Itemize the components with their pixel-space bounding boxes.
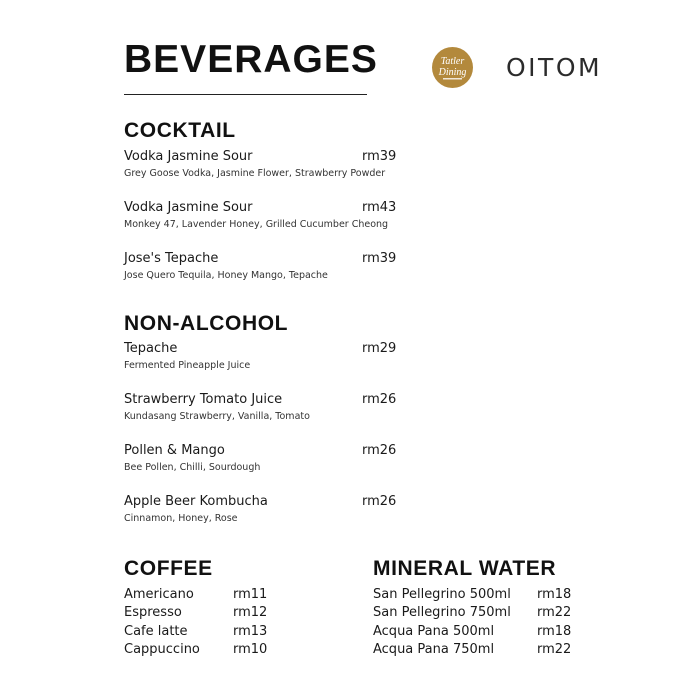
item-price: rm39	[362, 149, 397, 164]
item-price: rm26	[362, 494, 397, 509]
list-item	[124, 641, 267, 660]
item-price: rm39	[362, 251, 397, 266]
svg-text:Tatler: Tatler	[440, 56, 465, 67]
menu-item	[124, 341, 396, 371]
item-price: rm43	[362, 200, 397, 215]
section-heading-cocktail: COCKTAIL	[124, 119, 236, 142]
item-name: Espresso	[124, 605, 182, 621]
item-name: Vodka Jasmine Sour	[124, 200, 253, 215]
item-price: rm22	[537, 642, 572, 658]
item-name: Americano	[124, 586, 194, 602]
item-price: rm13	[233, 623, 268, 639]
item-price: rm26	[362, 392, 397, 407]
item-name: Vodka Jasmine Sour	[124, 149, 253, 164]
item-name: Pollen & Mango	[124, 443, 225, 458]
list-item	[124, 585, 267, 604]
item-name: Acqua Pana 750ml	[373, 642, 495, 658]
coffee-list	[124, 585, 267, 659]
item-name: Strawberry Tomato Juice	[124, 392, 283, 407]
menu-item	[124, 200, 396, 230]
list-item	[373, 585, 571, 604]
item-price: rm11	[233, 586, 268, 602]
item-description: Jose Quero Tequila, Honey Mango, Tepache	[124, 270, 328, 281]
item-description: Bee Pollen, Chilli, Sourdough	[124, 462, 261, 473]
item-name: Jose's Tepache	[124, 251, 219, 266]
item-price: rm26	[362, 443, 397, 458]
item-price: rm18	[537, 623, 572, 639]
item-name: Acqua Pana 500ml	[373, 623, 495, 639]
list-item	[124, 622, 267, 641]
section-heading-non-alcohol: NON-ALCOHOL	[124, 312, 289, 335]
item-name: Apple Beer Kombucha	[124, 494, 268, 509]
menu-item	[124, 149, 396, 179]
item-name: Cafe latte	[124, 623, 188, 639]
item-price: rm22	[537, 605, 572, 621]
menu-item	[124, 251, 396, 281]
item-price: rm12	[233, 605, 268, 621]
item-name: San Pellegrino 500ml	[373, 586, 511, 602]
section-heading-mineral-water: MINERAL WATER	[373, 557, 557, 580]
item-description: Monkey 47, Lavender Honey, Grilled Cucumber Cheong	[124, 219, 389, 230]
item-price: rm29	[362, 341, 397, 356]
restaurant-name: OITOM	[506, 53, 603, 82]
item-name: Cappuccino	[124, 642, 200, 658]
item-description: Cinnamon, Honey, Rose	[124, 513, 238, 524]
item-description: Fermented Pineapple Juice	[124, 360, 251, 371]
menu-item	[124, 392, 396, 422]
list-item	[373, 604, 571, 623]
item-price: rm18	[537, 586, 572, 602]
menu-item	[124, 494, 396, 524]
mineral-water-list	[373, 585, 571, 659]
svg-text:Dining: Dining	[438, 67, 467, 78]
section-heading-coffee: COFFEE	[124, 557, 213, 580]
page-title: BEVERAGES	[124, 38, 378, 81]
item-description: Grey Goose Vodka, Jasmine Flower, Strawberry Powder	[124, 168, 386, 179]
list-item	[124, 604, 267, 623]
item-name: San Pellegrino 750ml	[373, 605, 511, 621]
menu-item	[124, 443, 396, 473]
title-underline	[124, 94, 367, 95]
tatler-dining-logo	[432, 47, 473, 88]
item-description: Kundasang Strawberry, Vanilla, Tomato	[124, 411, 310, 422]
list-item	[373, 622, 571, 641]
list-item	[373, 641, 571, 660]
item-name: Tepache	[124, 341, 178, 356]
item-price: rm10	[233, 642, 268, 658]
